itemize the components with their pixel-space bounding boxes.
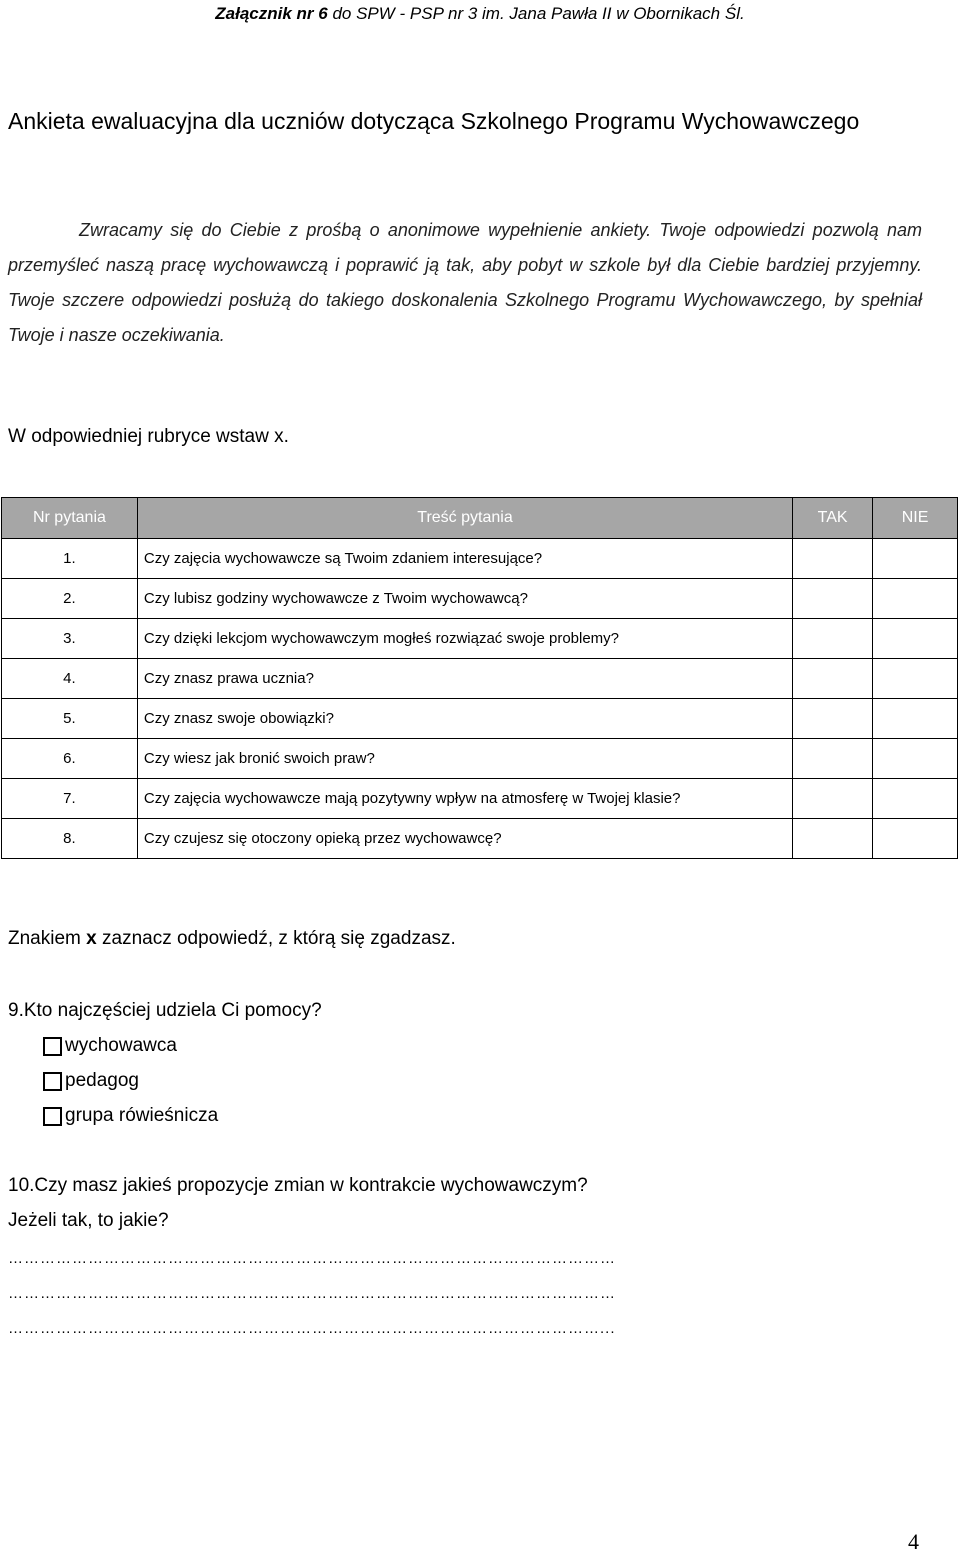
row-question: Czy zajęcia wychowawcze mają pozytywny wpływ na atmosferę w Twojej klasie?	[137, 779, 792, 819]
table-row	[2, 699, 958, 739]
table-row	[2, 539, 958, 579]
option-label: wychowawca	[65, 1035, 177, 1056]
answer-yes-cell[interactable]	[793, 579, 873, 619]
annex-label: Załącznik nr 6	[215, 4, 328, 23]
row-number: 4.	[2, 659, 138, 699]
annex-school: do SPW - PSP nr 3 im. Jana Pawła II w Obornikach Śl.	[327, 4, 745, 23]
row-question: Czy wiesz jak bronić swoich praw?	[137, 739, 792, 779]
header-no: NIE	[873, 498, 958, 539]
answer-no-cell[interactable]	[873, 619, 958, 659]
intro-paragraph: Zwracamy się do Ciebie z prośbą o anonimowe wypełnienie ankiety. Twoje odpowiedzi pozwolą nam przemyśleć naszą pracę wychowawczą i poprawić ją tak, aby pobyt w szkole był dla Ciebie bardziej przyjemny. Twoje szczere odpowiedzi posłużą do takiego doskonalenia Szkolnego Programu Wychowawczego, by spełniał Twoje i nasze oczekiwania.	[8, 220, 922, 345]
answer-no-cell[interactable]	[873, 739, 958, 779]
answer-no-cell[interactable]	[873, 819, 958, 859]
answer-no-cell[interactable]	[873, 659, 958, 699]
row-question: Czy zajęcia wychowawcze są Twoim zdaniem interesujące?	[137, 539, 792, 579]
option-label: grupa rówieśnicza	[65, 1105, 219, 1126]
header-yes: TAK	[793, 498, 873, 539]
answer-line-1[interactable]: ……………………………………………………………………………………………………	[8, 1250, 616, 1267]
instruction-mark: x	[86, 928, 97, 949]
option-pedagog[interactable]	[43, 1070, 139, 1092]
checkbox[interactable]	[43, 1072, 62, 1091]
instruction-before: Znakiem	[8, 928, 87, 949]
answer-no-cell[interactable]	[873, 539, 958, 579]
answer-no-cell[interactable]	[873, 579, 958, 619]
answer-no-cell[interactable]	[873, 779, 958, 819]
answer-line-3[interactable]: …………………………………………………………………………………………………...	[8, 1320, 616, 1337]
option-label: pedagog	[65, 1070, 139, 1091]
option-wychowawca[interactable]	[43, 1035, 177, 1057]
table-row	[2, 659, 958, 699]
answer-yes-cell[interactable]	[793, 779, 873, 819]
question-10-followup: Jeżeli tak, to jakie?	[8, 1210, 169, 1231]
choice-instruction	[8, 928, 456, 950]
row-question: Czy znasz prawa ucznia?	[137, 659, 792, 699]
row-number: 7.	[2, 779, 138, 819]
answer-yes-cell[interactable]	[793, 699, 873, 739]
row-number: 2.	[2, 579, 138, 619]
question-9: 9.Kto najczęściej udziela Ci pomocy?	[8, 1000, 322, 1021]
table-row	[2, 819, 958, 859]
row-question: Czy znasz swoje obowiązki?	[137, 699, 792, 739]
annex-header	[0, 4, 960, 24]
row-question: Czy czujesz się otoczony opieką przez wychowawcę?	[137, 819, 792, 859]
questions-table	[1, 497, 958, 859]
row-number: 8.	[2, 819, 138, 859]
checkbox[interactable]	[43, 1107, 62, 1126]
table-instruction: W odpowiedniej rubryce wstaw x.	[8, 426, 289, 447]
table-row	[2, 739, 958, 779]
answer-yes-cell[interactable]	[793, 739, 873, 779]
table-row	[2, 779, 958, 819]
checkbox[interactable]	[43, 1037, 62, 1056]
answer-line-2[interactable]: ……………………………………………………………………………………………………	[8, 1285, 616, 1302]
page-number: 4	[908, 1529, 919, 1554]
header-num: Nr pytania	[2, 498, 138, 539]
row-number: 5.	[2, 699, 138, 739]
instruction-after: zaznacz odpowiedź, z którą się zgadzasz.	[96, 928, 456, 949]
table-row	[2, 579, 958, 619]
question-10: 10.Czy masz jakieś propozycje zmian w kontrakcie wychowawczym?	[8, 1175, 588, 1196]
row-question: Czy dzięki lekcjom wychowawczym mogłeś rozwiązać swoje problemy?	[137, 619, 792, 659]
table-header-row	[2, 498, 958, 539]
answer-yes-cell[interactable]	[793, 659, 873, 699]
row-number: 6.	[2, 739, 138, 779]
answer-yes-cell[interactable]	[793, 539, 873, 579]
header-question: Treść pytania	[137, 498, 792, 539]
row-number: 3.	[2, 619, 138, 659]
survey-title: Ankieta ewaluacyjna dla uczniów dotycząca Szkolnego Programu Wychowawczego	[8, 108, 860, 134]
option-grupa-rowiesnicza[interactable]	[43, 1105, 218, 1127]
answer-yes-cell[interactable]	[793, 819, 873, 859]
answer-no-cell[interactable]	[873, 699, 958, 739]
table-row	[2, 619, 958, 659]
answer-yes-cell[interactable]	[793, 619, 873, 659]
row-number: 1.	[2, 539, 138, 579]
row-question: Czy lubisz godziny wychowawcze z Twoim wychowawcą?	[137, 579, 792, 619]
